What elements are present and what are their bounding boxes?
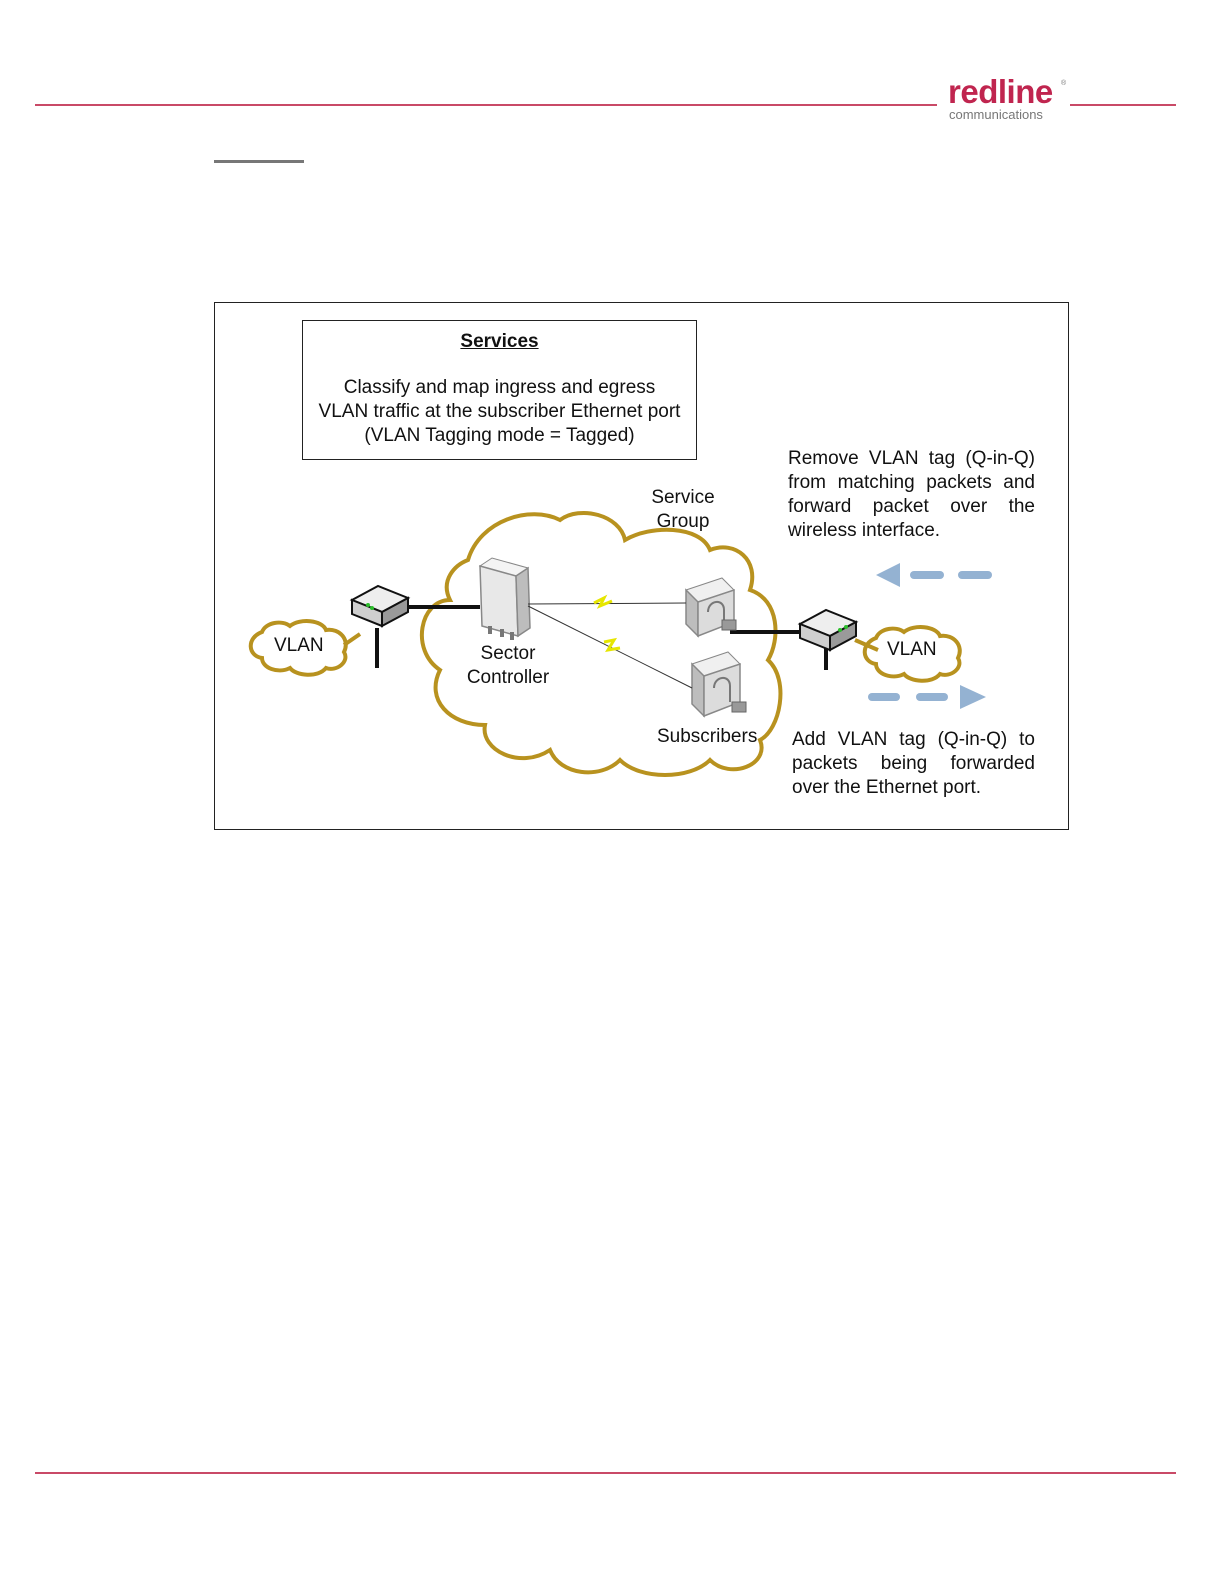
services-line-2: VLAN traffic at the subscriber Ethernet port — [318, 401, 681, 422]
add-tag-note-line-1: Add VLAN tag (Q-in-Q) to — [792, 729, 1035, 750]
service-group-label — [633, 486, 733, 534]
logo-subtitle: communications — [949, 107, 1043, 122]
sector-controller-icon — [480, 558, 530, 640]
sector-controller-label-line-2: Controller — [466, 667, 550, 688]
vlan-label-right: VLAN — [887, 639, 937, 660]
remove-tag-note-line-2: from matching packets and — [788, 472, 1035, 493]
service-group-label-line-1: Service — [651, 487, 715, 508]
add-tag-note-line-3: over the Ethernet port. — [792, 777, 982, 798]
subscriber-unit-1-icon — [686, 578, 736, 636]
left-switch-icon — [352, 586, 408, 626]
logo-registered: ® — [1061, 80, 1067, 87]
remove-tag-note — [788, 447, 1035, 543]
sector-controller-label — [458, 642, 558, 690]
services-line-1: Classify and map ingress and egress — [343, 377, 656, 398]
add-tag-note — [792, 728, 1035, 800]
vlan-label-left: VLAN — [274, 635, 324, 656]
remove-tag-note-line-1: Remove VLAN tag (Q-in-Q) — [788, 448, 1035, 469]
services-box — [302, 320, 697, 460]
remove-tag-note-line-4: wireless interface. — [788, 520, 941, 541]
services-title: Services — [460, 331, 539, 352]
right-switch-icon — [800, 610, 856, 650]
services-line-3: (VLAN Tagging mode = Tagged) — [364, 425, 635, 446]
service-group-label-line-2: Group — [656, 511, 710, 532]
remove-tag-note-line-3: forward packet over the — [788, 496, 1035, 517]
logo-word: redline — [948, 73, 1053, 110]
subscriber-unit-2-icon — [692, 652, 746, 716]
add-tag-note-line-2: packets being forwarded — [792, 753, 1035, 774]
sector-controller-label-line-1: Sector — [480, 643, 536, 664]
arrow-ingress-left — [876, 563, 988, 587]
footer-rule — [35, 1472, 1176, 1474]
subscribers-label: Subscribers — [657, 726, 758, 747]
arrow-egress-right — [872, 685, 986, 709]
wireless-bolt-1 — [594, 598, 612, 606]
